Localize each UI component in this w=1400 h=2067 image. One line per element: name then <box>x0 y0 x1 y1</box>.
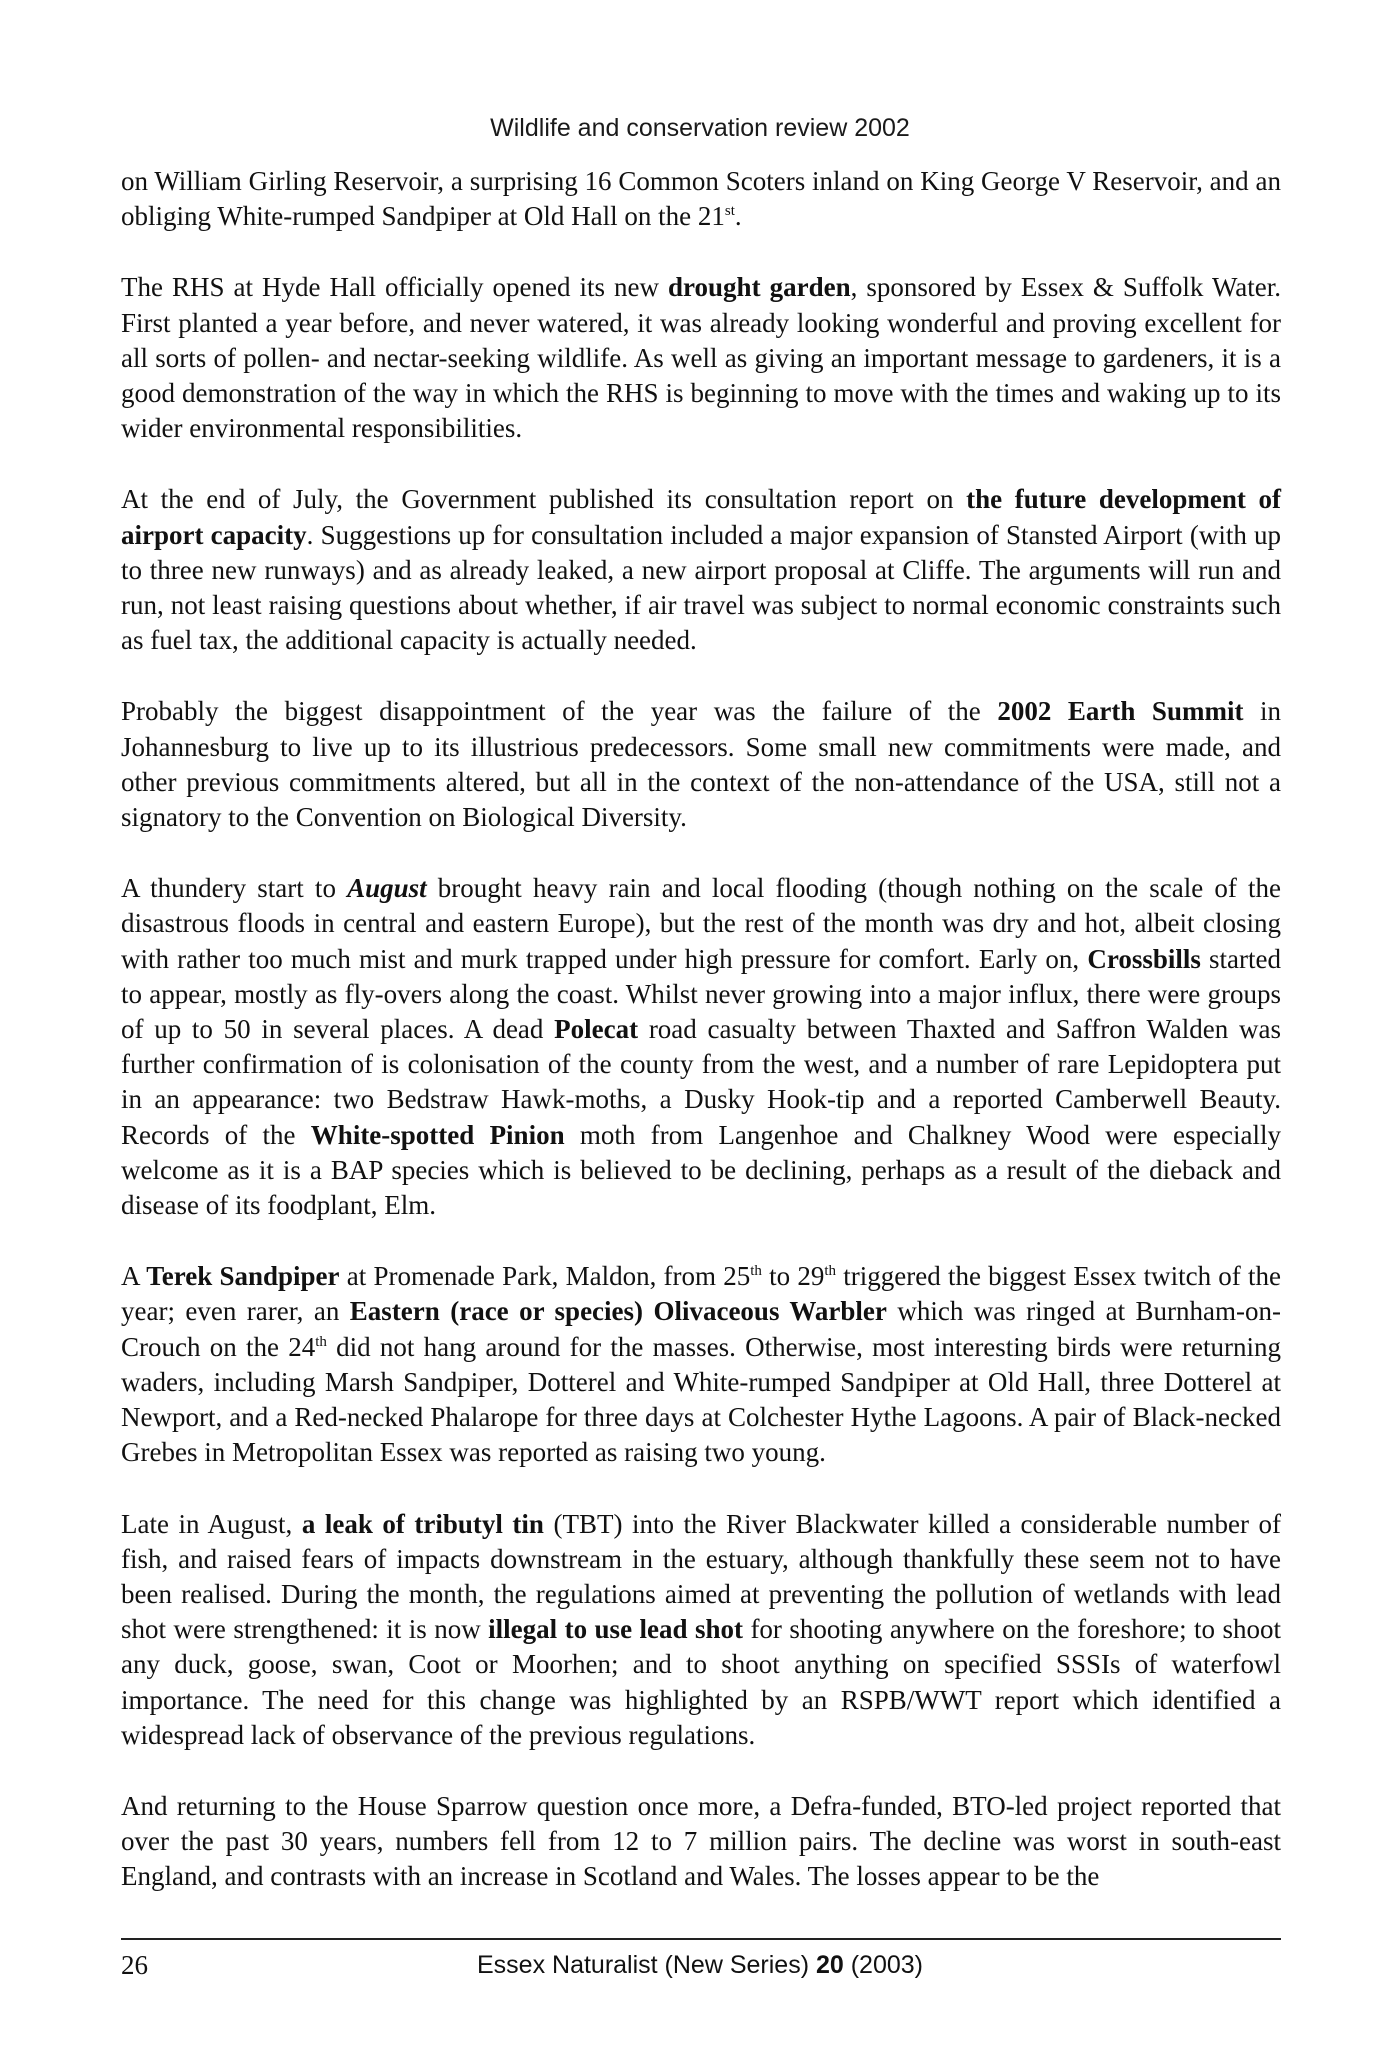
text-run: A thundery start to <box>121 873 348 904</box>
journal-volume: 20 <box>815 1951 844 1979</box>
footer-divider <box>121 1938 1281 1940</box>
ordinal-suffix: th <box>315 1333 327 1350</box>
text-run: did not hang around for the masses. Otherwise, most interesting birds were returning waders, including Marsh Sandpiper, Dotterel and White-rumped Sandpiper at Old Hall, three Dotterel at Newport, and a Red-necked Phalarope for three days at Colchester Hythe Lagoons. A pair of Black-necked Grebes in Metropolitan Essex was reported as raising two young. <box>121 1331 1281 1468</box>
text-run: . <box>734 201 742 232</box>
bold-term: Terek Sandpiper <box>146 1261 340 1292</box>
bold-term: Crossbills <box>1087 943 1201 974</box>
text-run: at Promenade Park, Maldon, from 25 <box>339 1261 751 1292</box>
journal-year: (2003) <box>843 1951 923 1979</box>
paragraph-airport-capacity <box>121 482 1281 658</box>
bold-term: drought garden <box>668 272 851 303</box>
text-run: to 29 <box>761 1261 825 1292</box>
paragraph-terek-sandpiper <box>121 1259 1281 1470</box>
page-number: 26 <box>121 1950 148 1980</box>
text-run: on William Girling Reservoir, a surprising 16 Common Scoters inland on King George V Reservoir, and an obliging White-rumped Sandpiper at Old Hall on the 21 <box>121 166 1281 232</box>
text-run: (TBT) into the River Blackwater killed a considerable number of fish, and raised fears of impacts downstream in the estuary, although thankfully these seem not to have been realised. During the month, the regulations aimed at preventing the pollution of wetlands with lead shot were strengthened: it is now <box>121 1508 1282 1645</box>
bold-term: a leak of tributyl tin <box>301 1508 544 1539</box>
text-run: in Johannesburg to live up to its illustrious predecessors. Some small new commitments were made, and other previous commitments altered, but all in the context of the non-attendance of the USA, still not a signatory to the Convention on Biological Diversity. <box>121 696 1281 833</box>
journal-name: Essex Naturalist (New Series) <box>476 1951 816 1979</box>
month-heading: August <box>347 873 427 904</box>
text-run: which was ringed at Burnham-on-Crouch on the 24 <box>121 1296 1281 1362</box>
journal-citation <box>0 1951 1400 1980</box>
paragraph-drought-garden <box>121 270 1281 446</box>
text-run: brought heavy rain and local flooding (though nothing on the scale of the disastrous floods in central and eastern Europe), but the rest of the month was dry and hot, albeit closing with rather too much mist and murk trapped under high pressure for comfort. Early on, <box>121 873 1281 974</box>
running-header: Wildlife and conservation review 2002 <box>490 114 910 142</box>
ordinal-suffix: st <box>724 203 735 220</box>
text-run: A <box>121 1261 147 1292</box>
text-run: started to appear, mostly as fly-overs along the coast. Whilst never growing into a major influx, there were groups of up to 50 in several places. A dead <box>121 943 1281 1045</box>
text-run: The RHS at Hyde Hall officially opened its new <box>121 272 669 303</box>
text-run: And returning to the House Sparrow question once more, a Defra-funded, BTO-led project reported that over the past 30 years, numbers fell from 12 to 7 million pairs. The decline was worst in south-east England, and contrasts with an increase in Scotland and Wales. The losses appear to be the <box>121 1790 1281 1892</box>
text-run: At the end of July, the Government published its consultation report on <box>121 484 967 515</box>
ordinal-suffix: th <box>750 1263 762 1280</box>
text-run: , sponsored by Essex & Suffolk Water. First planted a year before, and never watered, it was already looking wonderful and proving excellent for all sorts of pollen- and nectar-seeking wildlife. As well as giving an important message to gardeners, it is a good demonstration of the way in which the RHS is beginning to move with the times and waking up to its wider environmental responsibilities. <box>121 272 1281 444</box>
text-run: triggered the biggest Essex twitch of the year; even rarer, an <box>121 1261 1281 1327</box>
bold-term: illegal to use lead shot <box>488 1614 743 1645</box>
text-run: for shooting anywhere on the foreshore; to shoot any duck, goose, swan, Coot or Moorhen; and to shoot anything on specified SSSIs of waterfowl importance. The need for this change was highlighted by an RSPB/WWT report which identified a widespread lack of observance of the previous regulations. <box>121 1614 1281 1750</box>
paragraph-house-sparrow <box>121 1789 1281 1895</box>
text-run: moth from Langenhoe and Chalkney Wood were especially welcome as it is a BAP species which is believed to be declining, perhaps as a result of the dieback and disease of its foodplant, Elm. <box>121 1119 1281 1221</box>
text-run: . Suggestions up for consultation included a major expansion of Stansted Airport (with up to three new runways) and as already leaked, a new airport proposal at Cliffe. The arguments will run and run, not least raising questions about whether, if air travel was subject to normal economic constraints such as fuel tax, the additional capacity is actually needed. <box>121 519 1282 656</box>
bold-term: 2002 Earth Summit <box>997 696 1244 727</box>
paragraph-tributyl-tin <box>121 1507 1281 1753</box>
text-run: road casualty between Thaxted and Saffron Walden was further confirmation of is colonisation of the county from the west, and a number of rare Lepidoptera put in an appearance: two Bedstraw Hawk-moths, a Dusky Hook-tip and a reported Camberwell Beauty. Records of the <box>121 1014 1281 1150</box>
bold-term: the future development of airport capacity <box>121 484 1281 550</box>
bold-term: Eastern (race or species) Olivaceous Warbler <box>349 1296 887 1327</box>
bold-term: White-spotted Pinion <box>310 1119 565 1150</box>
article-body <box>121 164 1281 1931</box>
text-run: Probably the biggest disappointment of the year was the failure of the <box>121 696 998 727</box>
paragraph-august <box>121 871 1281 1223</box>
text-run: Late in August, <box>121 1508 302 1539</box>
paragraph-earth-summit <box>121 694 1281 835</box>
ordinal-suffix: th <box>824 1263 837 1280</box>
paragraph-old-hall <box>121 164 1281 234</box>
bold-term: Polecat <box>554 1014 639 1045</box>
